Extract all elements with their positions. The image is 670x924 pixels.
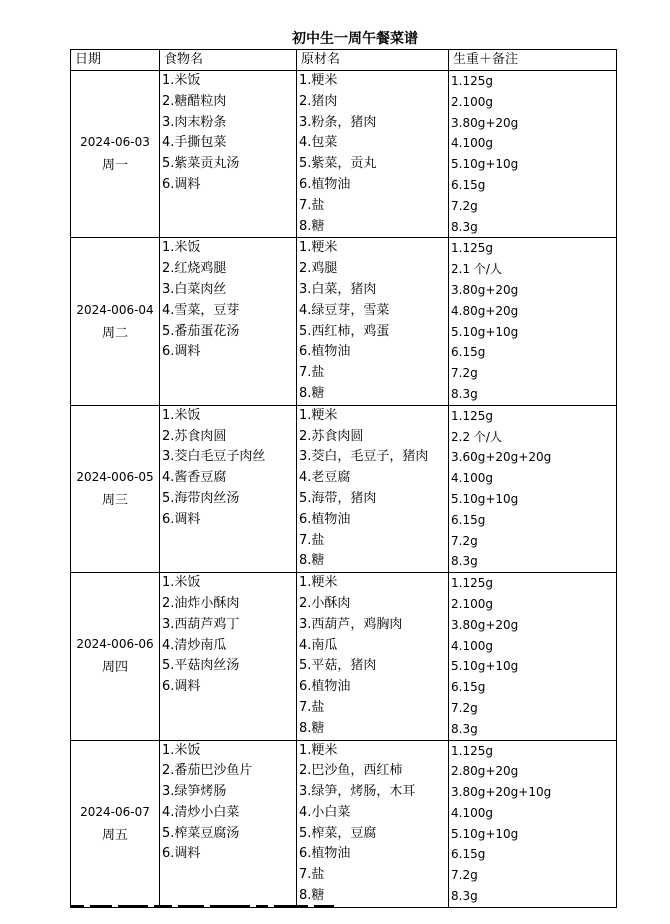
note-item: 2.80g+20g	[451, 764, 519, 779]
food-item: 6.调料	[162, 176, 201, 192]
date-cell	[71, 405, 160, 572]
weekday-text: 周五	[101, 827, 128, 843]
material-item: 8.糖	[299, 218, 325, 234]
food-item: 3.绿笋烤肠	[162, 784, 227, 800]
notes-cell	[449, 405, 617, 572]
food-item: 2.红烧鸡腿	[162, 261, 227, 277]
note-item: 1.125g	[451, 241, 493, 256]
date-cell	[71, 740, 160, 907]
note-item: 1.125g	[451, 743, 493, 758]
note-item: 3.80g+20g	[451, 617, 519, 632]
note-item: 3.80g+20g	[451, 282, 519, 297]
material-item: 1.粳米	[299, 73, 338, 88]
note-item: 4.100g	[451, 471, 493, 486]
material-item: 1.粳米	[299, 407, 338, 423]
material-item: 6.植物油	[299, 679, 351, 695]
note-item: 7.2g	[451, 198, 478, 213]
note-item: 3.80g+20g	[451, 115, 519, 130]
material-item: 3.粉条，猪肉	[299, 114, 377, 130]
note-item: 1.125g	[451, 74, 493, 88]
weekday-text: 周三	[101, 492, 128, 508]
material-item: 1.粳米	[299, 240, 338, 256]
day-row	[71, 405, 617, 572]
material-item: 5.海带，猪肉	[299, 490, 377, 506]
food-item: 2.苏食肉圆	[162, 428, 227, 444]
note-item: 6.15g	[451, 512, 486, 527]
note-item: 7.2g	[451, 700, 478, 715]
material-item: 5.西红柿，鸡蛋	[299, 323, 390, 339]
food-item: 1.米饭	[162, 742, 201, 758]
note-item: 3.80g+20g+10g	[451, 785, 552, 800]
food-item: 5.番茄蛋花汤	[162, 323, 240, 339]
day-row	[71, 71, 617, 238]
menu-body	[71, 71, 617, 908]
food-item: 3.白菜肉丝	[162, 281, 227, 297]
header-weight-notes: 生重＋备注	[449, 50, 617, 71]
food-item: 3.茭白毛豆子肉丝	[162, 449, 266, 465]
material-item: 8.糖	[299, 888, 325, 904]
material-item: 7.盐	[299, 365, 325, 381]
food-item: 5.海带肉丝汤	[162, 490, 240, 506]
food-item: 6.调料	[162, 679, 201, 695]
notes-cell	[449, 740, 617, 907]
note-item: 8.3g	[451, 554, 478, 569]
material-item: 7.盐	[299, 532, 325, 548]
food-item: 5.平菇肉丝汤	[162, 658, 240, 674]
food-item: 4.清炒南瓜	[162, 637, 227, 653]
food-item: 1.米饭	[162, 73, 201, 88]
header-food: 食物名	[160, 50, 297, 71]
date-text: 2024-006-05	[76, 469, 154, 484]
food-item: 3.肉末粉条	[162, 114, 227, 130]
material-item: 2.鸡腿	[299, 261, 338, 277]
food-item: 4.酱香豆腐	[162, 470, 227, 486]
notes-cell	[449, 238, 617, 405]
note-item: 2.2 个/人	[451, 429, 502, 444]
menu-table	[70, 49, 617, 908]
note-item: 7.2g	[451, 533, 478, 548]
note-item: 4.100g	[451, 638, 493, 653]
date-text: 2024-006-04	[76, 302, 154, 317]
material-item: 6.植物油	[299, 846, 351, 862]
food-item: 4.雪菜，豆芽	[162, 302, 240, 318]
date-text: 2024-06-03	[80, 135, 150, 150]
day-row	[71, 740, 617, 907]
material-item: 8.糖	[299, 553, 325, 569]
food-item: 4.手撕包菜	[162, 135, 227, 151]
food-item: 2.油炸小酥肉	[162, 595, 240, 611]
foods-cell	[160, 740, 297, 907]
note-item: 6.15g	[451, 177, 486, 192]
weekday-text: 周一	[101, 158, 128, 174]
material-item: 7.盐	[299, 197, 325, 213]
material-item: 2.猪肉	[299, 93, 338, 109]
note-item: 2.1 个/人	[451, 262, 502, 277]
food-item: 6.调料	[162, 846, 201, 862]
food-item: 5.榨菜豆腐汤	[162, 825, 240, 841]
material-item: 2.小酥肉	[299, 595, 351, 611]
food-item: 6.调料	[162, 511, 201, 527]
note-item: 4.100g	[451, 805, 493, 820]
material-item: 4.老豆腐	[299, 470, 351, 486]
material-item: 8.糖	[299, 385, 325, 401]
note-item: 2.100g	[451, 94, 493, 109]
material-item: 5.紫菜，贡丸	[299, 156, 377, 172]
day-row	[71, 573, 617, 740]
date-cell	[71, 238, 160, 405]
note-item: 4.100g	[451, 136, 493, 151]
note-item: 2.100g	[451, 596, 493, 611]
header-row	[71, 50, 617, 71]
material-item: 3.西葫芦，鸡胸肉	[299, 616, 403, 632]
material-item: 2.苏食肉圆	[299, 428, 364, 444]
material-item: 1.粳米	[299, 575, 338, 591]
material-item: 4.南瓜	[299, 637, 338, 653]
note-item: 8.3g	[451, 889, 478, 904]
food-item: 1.米饭	[162, 240, 201, 256]
weekday-text: 周二	[101, 325, 128, 341]
materials-cell	[297, 740, 449, 907]
note-item: 5.10g+10g	[451, 659, 519, 674]
note-item: 8.3g	[451, 219, 478, 234]
note-item: 1.125g	[451, 408, 493, 423]
date-cell	[71, 573, 160, 740]
material-item: 5.平菇，猪肉	[299, 658, 377, 674]
note-item: 8.3g	[451, 386, 478, 401]
food-item: 2.糖醋粒肉	[162, 93, 227, 109]
notes-cell	[449, 71, 617, 238]
food-item: 2.番茄巴沙鱼片	[162, 763, 253, 779]
foods-cell	[160, 573, 297, 740]
materials-cell	[297, 405, 449, 572]
weekday-text: 周四	[101, 660, 128, 676]
material-item: 3.绿笋，烤肠，木耳	[299, 784, 416, 800]
note-item: 6.15g	[451, 847, 486, 862]
date-cell	[71, 71, 160, 238]
note-item: 5.10g+10g	[451, 826, 519, 841]
material-item: 7.盐	[299, 699, 325, 715]
material-item: 4.包菜	[299, 135, 338, 151]
date-text: 2024-06-07	[80, 804, 150, 819]
material-item: 6.植物油	[299, 344, 351, 360]
materials-cell	[297, 573, 449, 740]
note-item: 6.15g	[451, 680, 486, 695]
note-item: 8.3g	[451, 721, 478, 736]
note-item: 3.60g+20g+20g	[451, 450, 552, 465]
material-item: 5.榨菜，豆腐	[299, 825, 377, 841]
header-date: 日期	[71, 50, 160, 71]
material-item: 4.绿豆芽，雪菜	[299, 302, 390, 318]
material-item: 8.糖	[299, 720, 325, 736]
food-item: 6.调料	[162, 344, 201, 360]
food-item: 3.西葫芦鸡丁	[162, 616, 240, 632]
foods-cell	[160, 405, 297, 572]
notes-cell	[449, 573, 617, 740]
note-item: 5.10g+10g	[451, 157, 519, 172]
food-item: 4.清炒小白菜	[162, 804, 240, 820]
note-item: 5.10g+10g	[451, 324, 519, 339]
note-item: 4.80g+20g	[451, 303, 519, 318]
note-item: 6.15g	[451, 345, 486, 360]
material-item: 6.植物油	[299, 176, 351, 192]
food-item: 5.紫菜贡丸汤	[162, 156, 240, 172]
materials-cell	[297, 238, 449, 405]
food-item: 1.米饭	[162, 407, 201, 423]
note-item: 5.10g+10g	[451, 491, 519, 506]
materials-cell	[297, 71, 449, 238]
foods-cell	[160, 71, 297, 238]
material-item: 4.小白菜	[299, 804, 351, 820]
date-text: 2024-006-06	[76, 637, 154, 652]
foods-cell	[160, 238, 297, 405]
material-item: 3.茭白，毛豆子，猪肉	[299, 449, 429, 465]
material-item: 1.粳米	[299, 742, 338, 758]
material-item: 7.盐	[299, 867, 325, 883]
note-item: 1.125g	[451, 576, 493, 591]
page-title: 初中生一周午餐菜谱	[292, 31, 418, 47]
material-item: 2.巴沙鱼，西红柿	[299, 763, 403, 779]
note-item: 7.2g	[451, 366, 478, 381]
food-item: 1.米饭	[162, 575, 201, 591]
note-item: 7.2g	[451, 868, 478, 883]
day-row	[71, 238, 617, 405]
material-item: 3.白菜，猪肉	[299, 281, 377, 297]
header-material: 原材名	[297, 50, 449, 71]
material-item: 6.植物油	[299, 511, 351, 527]
